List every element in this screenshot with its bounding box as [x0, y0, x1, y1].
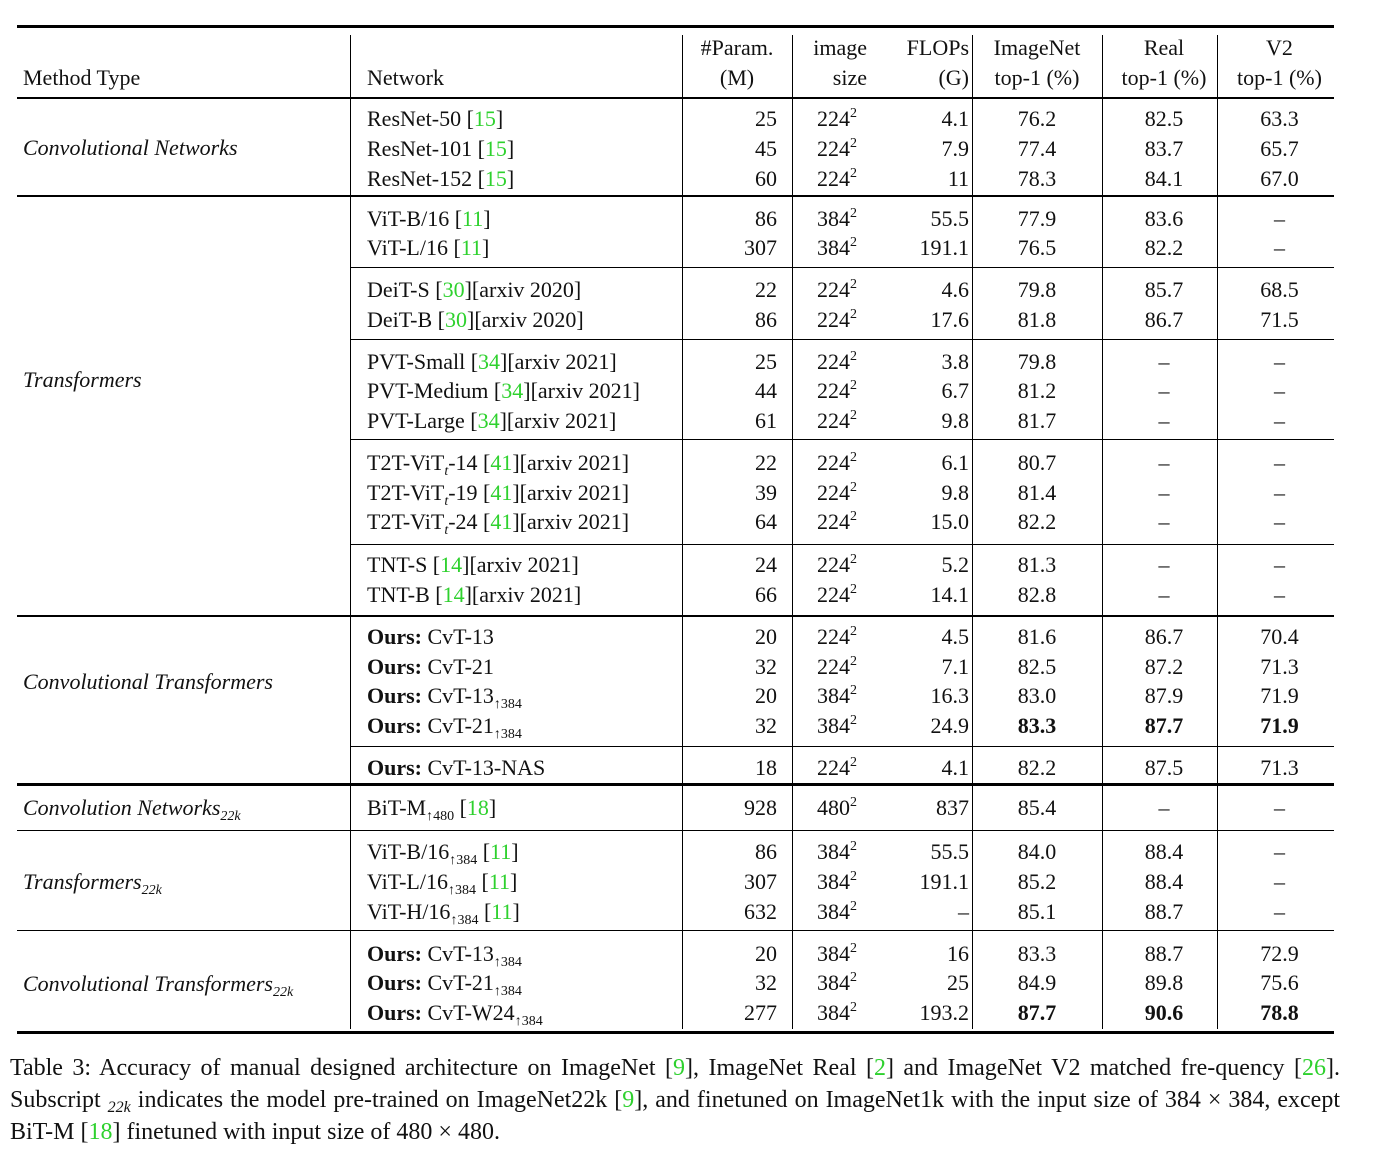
image-size-cell: $224^2$	[817, 136, 857, 161]
v2-top1-cell: –	[1274, 869, 1285, 894]
imagenet-top1-cell: 82.8	[1017, 582, 1057, 607]
real-top1-cell: –	[1158, 450, 1170, 475]
v2-top1-cell: –	[1274, 582, 1285, 607]
imagenet-top1-cell: 76.5	[1017, 235, 1057, 260]
v2-top1-cell: –	[1274, 839, 1285, 864]
group-label-convolution-networks-22k: Convolution Networks$_{22k}$	[23, 795, 241, 824]
network-name: ResNet-152 [15]	[367, 166, 515, 191]
image-size-cell: $224^2$	[817, 582, 857, 607]
citation-link[interactable]: 2	[873, 1055, 886, 1081]
group-label-convolutional-networks: Convolutional Networks	[23, 135, 238, 160]
image-size-cell: $384^2$	[817, 839, 857, 864]
imagenet-top1-cell: 83.3	[1017, 941, 1057, 966]
table-row	[17, 753, 1334, 783]
table-row	[17, 580, 1334, 610]
citation-link[interactable]: 30	[442, 277, 465, 302]
imagenet-top1-cell: 78.3	[1017, 166, 1057, 191]
network-name: T2T-ViT$_t$-24 [41][arxiv 2021]	[367, 509, 630, 538]
group-rule	[17, 615, 1334, 617]
params-cell: 61	[755, 408, 777, 433]
params-cell: 44	[755, 378, 777, 403]
params-cell: 928	[744, 795, 777, 820]
flops-cell: 55.5	[930, 206, 969, 231]
citation-link[interactable]: 11	[490, 839, 512, 864]
real-top1-cell: 90.6	[1144, 1000, 1184, 1025]
params-cell: 22	[755, 277, 777, 302]
group-label-transformers-22k: Transformers$_{22k}$	[23, 869, 162, 898]
imagenet-top1-cell: 80.7	[1017, 450, 1057, 475]
image-size-cell: $384^2$	[817, 713, 857, 738]
params-cell: 86	[755, 307, 777, 332]
real-top1-cell: –	[1158, 795, 1170, 820]
imagenet-top1-cell: 82.5	[1017, 654, 1057, 679]
v2-top1-cell: –	[1274, 408, 1285, 433]
citation-link[interactable]: 15	[484, 166, 507, 191]
citation-link[interactable]: 11	[460, 235, 482, 260]
v2-top1-cell: 68.5	[1260, 277, 1299, 302]
v2-top1-cell: –	[1274, 509, 1285, 534]
real-top1-cell: 83.6	[1144, 206, 1184, 231]
image-size-cell: $224^2$	[817, 408, 857, 433]
v2-top1-cell: –	[1274, 795, 1285, 820]
real-top1-cell: –	[1158, 509, 1170, 534]
network-name: DeiT-B [30][arxiv 2020]	[367, 307, 584, 332]
params-cell: 66	[755, 582, 777, 607]
params-cell: 64	[755, 509, 777, 534]
flops-cell: 9.8	[941, 408, 969, 433]
group-rule	[17, 930, 1334, 931]
group-rule	[17, 195, 1334, 197]
flops-cell: 4.6	[941, 277, 969, 302]
subgroup-rule	[350, 544, 1334, 545]
network-name: T2T-ViT$_t$-14 [41][arxiv 2021]	[367, 450, 630, 479]
network-name: ViT-$H/16_{↑384}$ [11]	[367, 899, 520, 928]
params-cell: 32	[755, 713, 777, 738]
real-top1-cell: –	[1158, 582, 1170, 607]
imagenet-top1-cell: 83.0	[1017, 683, 1057, 708]
network-name: ResNet-50 [15]	[367, 106, 504, 131]
network-name: PVT-Small [34][arxiv 2021]	[367, 349, 617, 374]
imagenet-top1-cell: 83.3	[1017, 713, 1057, 738]
flops-cell: 24.9	[930, 713, 969, 738]
real-top1-cell: 87.9	[1144, 683, 1184, 708]
params-cell: 18	[755, 755, 777, 780]
flops-cell: 6.7	[941, 378, 969, 403]
params-cell: 20	[755, 624, 777, 649]
params-cell: 277	[744, 1000, 777, 1025]
network-name: DeiT-S [30][arxiv 2020]	[367, 277, 582, 302]
params-cell: 39	[755, 480, 777, 505]
header-imagenet: ImageNet	[993, 35, 1081, 60]
params-cell: 45	[755, 136, 777, 161]
params-cell: 307	[744, 235, 777, 260]
network-name: TNT-S [14][arxiv 2021]	[367, 552, 579, 577]
imagenet-top1-cell: 76.2	[1017, 106, 1057, 131]
citation-link[interactable]: 11	[488, 869, 510, 894]
subgroup-rule	[350, 267, 1334, 268]
v2-top1-cell: –	[1274, 235, 1285, 260]
flops-cell: 11	[947, 166, 969, 191]
imagenet-top1-cell: 79.8	[1017, 349, 1057, 374]
imagenet-top1-cell: 81.4	[1017, 480, 1057, 505]
network-name: Ours: CvT-$13_{↑384}$	[367, 683, 522, 712]
v2-top1-cell: 71.3	[1260, 755, 1299, 780]
image-size-cell: $384^2$	[817, 869, 857, 894]
flops-cell: 837	[936, 795, 969, 820]
v2-top1-cell: 70.4	[1260, 624, 1299, 649]
citation-link[interactable]: 34	[478, 349, 501, 374]
header-params-unit: (M)	[719, 65, 755, 90]
v2-top1-cell: 67.0	[1260, 166, 1299, 191]
image-size-cell: $224^2$	[817, 106, 857, 131]
params-cell: 24	[755, 552, 777, 577]
real-top1-cell: 86.7	[1144, 307, 1184, 332]
real-top1-cell: 88.4	[1144, 869, 1184, 894]
v2-top1-cell: –	[1274, 899, 1285, 924]
table-row	[17, 134, 1334, 164]
table-row	[17, 448, 1334, 478]
v2-top1-cell: –	[1274, 349, 1285, 374]
citation-link[interactable]: 41	[490, 480, 513, 505]
table-row	[17, 347, 1334, 377]
table-row	[17, 998, 1334, 1028]
flops-cell: 15.0	[930, 509, 969, 534]
table-row	[17, 867, 1334, 897]
header-imagenet-top1: top-1 (%)	[994, 65, 1080, 90]
citation-link[interactable]: 18	[88, 1119, 113, 1145]
table-row	[17, 897, 1334, 927]
v2-top1-cell: 71.5	[1260, 307, 1299, 332]
v2-top1-cell: 78.8	[1260, 1000, 1299, 1025]
top-rule	[17, 25, 1334, 28]
table-row	[17, 968, 1334, 998]
flops-cell: 9.8	[941, 480, 969, 505]
flops-cell: 6.1	[941, 450, 969, 475]
citation-link[interactable]: 34	[501, 378, 524, 403]
section-rule	[17, 783, 1334, 786]
flops-cell: –	[958, 899, 969, 924]
real-top1-cell: –	[1158, 552, 1170, 577]
image-size-cell: $384^2$	[817, 235, 857, 260]
params-cell: 60	[755, 166, 777, 191]
table-row	[17, 652, 1334, 682]
network-name: Ours: CvT-13-NAS	[367, 755, 546, 780]
imagenet-top1-cell: 81.3	[1017, 552, 1057, 577]
flops-cell: 191.1	[919, 869, 969, 894]
table-row	[17, 376, 1334, 406]
real-top1-cell: 87.7	[1144, 713, 1184, 738]
flops-cell: 4.1	[941, 755, 969, 780]
group-rule	[17, 830, 1334, 831]
real-top1-cell: 88.7	[1144, 899, 1184, 924]
image-size-cell: $480^2$	[817, 795, 857, 820]
v2-top1-cell: 71.9	[1260, 713, 1299, 738]
v2-top1-cell: –	[1274, 378, 1285, 403]
table-row	[17, 233, 1334, 263]
table-row	[17, 406, 1334, 436]
header-real: Real	[1143, 35, 1185, 60]
header-real-top1: top-1 (%)	[1121, 65, 1207, 90]
params-cell: 86	[755, 206, 777, 231]
network-name: ViT-L/16 [11]	[367, 235, 490, 260]
flops-cell: 17.6	[930, 307, 969, 332]
imagenet-top1-cell: 85.4	[1017, 795, 1057, 820]
image-size-cell: $224^2$	[817, 166, 857, 191]
real-top1-cell: 86.7	[1144, 624, 1184, 649]
flops-cell: 193.2	[919, 1000, 969, 1025]
params-cell: 86	[755, 839, 777, 864]
network-name: T2T-ViT$_t$-19 [41][arxiv 2021]	[367, 480, 630, 509]
params-cell: 32	[755, 654, 777, 679]
table-row	[17, 550, 1334, 580]
real-top1-cell: 82.5	[1144, 106, 1184, 131]
v2-top1-cell: –	[1274, 552, 1285, 577]
params-cell: 25	[755, 349, 777, 374]
table-row	[17, 478, 1334, 508]
header-network: Network	[367, 65, 444, 90]
real-top1-cell: 88.7	[1144, 941, 1184, 966]
table-row	[17, 305, 1334, 335]
network-name: Ours: CvT-21	[367, 654, 494, 679]
table-row	[17, 507, 1334, 537]
flops-cell: 16.3	[930, 683, 969, 708]
table-row	[17, 793, 1334, 823]
params-cell: 20	[755, 941, 777, 966]
params-cell: 20	[755, 683, 777, 708]
citation-link[interactable]: 18	[466, 795, 489, 820]
image-size-cell: $224^2$	[817, 349, 857, 374]
citation-link[interactable]: 41	[490, 509, 513, 534]
v2-top1-cell: 71.3	[1260, 654, 1299, 679]
header-size: size	[832, 65, 867, 90]
table-row	[17, 164, 1334, 194]
imagenet-top1-cell: 79.8	[1017, 277, 1057, 302]
image-size-cell: $384^2$	[817, 206, 857, 231]
network-name: PVT-Large [34][arxiv 2021]	[367, 408, 617, 433]
table-row	[17, 104, 1334, 134]
header-v2-top1: top-1 (%)	[1237, 65, 1322, 90]
header-v2: V2	[1266, 35, 1293, 60]
imagenet-top1-cell: 87.7	[1017, 1000, 1057, 1025]
citation-link[interactable]: 14	[440, 552, 463, 577]
network-name: ViT-B/16 [11]	[367, 206, 491, 231]
params-cell: 307	[744, 869, 777, 894]
v2-top1-cell: 71.9	[1260, 683, 1299, 708]
citation-link[interactable]: 34	[477, 408, 500, 433]
subgroup-rule	[350, 439, 1334, 440]
image-size-cell: $384^2$	[817, 941, 857, 966]
table-row	[17, 939, 1334, 969]
flops-cell: 16	[947, 941, 969, 966]
flops-cell: 4.5	[941, 624, 969, 649]
table-row	[17, 681, 1334, 711]
v2-top1-cell: 72.9	[1260, 941, 1299, 966]
network-name: Ours: CvT-$21_{↑384}$	[367, 970, 522, 999]
v2-top1-cell: 63.3	[1260, 106, 1299, 131]
citation-link[interactable]: 11	[462, 206, 484, 231]
v2-top1-cell: –	[1274, 450, 1285, 475]
header-flops-unit: (G)	[938, 65, 969, 90]
network-name: Ours: CvT-$21_{↑384}$	[367, 713, 522, 742]
header-image: image	[813, 35, 867, 60]
image-size-cell: $224^2$	[817, 552, 857, 577]
real-top1-cell: –	[1158, 349, 1170, 374]
flops-cell: 7.9	[941, 136, 969, 161]
params-cell: 25	[755, 106, 777, 131]
citation-link[interactable]: 14	[442, 582, 465, 607]
image-size-cell: $224^2$	[817, 755, 857, 780]
header-rule	[17, 97, 1334, 99]
v2-top1-cell: 65.7	[1260, 136, 1299, 161]
network-name: ViT-$L/16_{↑384}$ [11]	[367, 869, 518, 898]
bottom-rule	[17, 1031, 1334, 1034]
group-label-convolutional-transformers: Convolutional Transformers	[23, 669, 273, 694]
network-name: Ours: CvT-$W24_{↑384}$	[367, 1000, 543, 1029]
flops-cell: 25	[947, 970, 969, 995]
group-label-convolutional-transformers-22k: Convolutional Transformers$_{22k}$	[23, 971, 294, 1000]
table-row	[17, 622, 1334, 652]
params-cell: 632	[744, 899, 777, 924]
imagenet-top1-cell: 77.4	[1017, 136, 1057, 161]
image-size-cell: $224^2$	[817, 480, 857, 505]
citation-link[interactable]: 15	[473, 106, 496, 131]
image-size-cell: $224^2$	[817, 450, 857, 475]
image-size-cell: $224^2$	[817, 277, 857, 302]
network-name: ResNet-101 [15]	[367, 136, 515, 161]
image-size-cell: $224^2$	[817, 654, 857, 679]
image-size-cell: $224^2$	[817, 624, 857, 649]
subgroup-rule	[350, 746, 1334, 747]
citation-link[interactable]: 11	[491, 899, 513, 924]
image-size-cell: $384^2$	[817, 1000, 857, 1025]
real-top1-cell: 85.7	[1144, 277, 1184, 302]
imagenet-top1-cell: 81.7	[1017, 408, 1057, 433]
real-top1-cell: 84.1	[1144, 166, 1184, 191]
imagenet-top1-cell: 84.9	[1017, 970, 1057, 995]
citation-link[interactable]: 41	[490, 450, 513, 475]
header-method-type: Method Type	[23, 65, 141, 90]
flops-cell: 14.1	[930, 582, 969, 607]
params-cell: 32	[755, 970, 777, 995]
imagenet-top1-cell: 82.2	[1017, 755, 1057, 780]
imagenet-top1-cell: 84.0	[1017, 839, 1057, 864]
citation-link[interactable]: 26	[1302, 1055, 1326, 1081]
v2-top1-cell: 75.6	[1260, 970, 1299, 995]
flops-cell: 55.5	[930, 839, 969, 864]
real-top1-cell: 88.4	[1144, 839, 1184, 864]
table-row	[17, 837, 1334, 867]
imagenet-top1-cell: 85.2	[1017, 869, 1057, 894]
params-cell: 22	[755, 450, 777, 475]
real-top1-cell: 89.8	[1144, 970, 1184, 995]
citation-link[interactable]: 9	[622, 1087, 635, 1113]
flops-cell: 4.1	[941, 106, 969, 131]
network-name: BiT-$M_{↑480}$ [18]	[367, 795, 497, 824]
header-flops: FLOPs	[906, 35, 969, 60]
image-size-cell: $224^2$	[817, 307, 857, 332]
flops-cell: 3.8	[941, 349, 969, 374]
imagenet-top1-cell: 81.8	[1017, 307, 1057, 332]
imagenet-top1-cell: 81.2	[1017, 378, 1057, 403]
imagenet-top1-cell: 85.1	[1017, 899, 1057, 924]
network-name: ViT-$B/16_{↑384}$ [11]	[367, 839, 519, 868]
table-caption: Table 3: Accuracy of manual designed architecture on ImageNet [9], ImageNet Real [2] and ImageNet V2 matched fre-quency [26]. Subscript $_{22k}$ indicates the model pre-trained on ImageNet22k [9], and finetuned on ImageNet1k with the input size of 384 × 384, except BiT-M [18] finetuned with input size of 480 × 480.	[10, 1055, 1340, 1145]
table-row	[17, 275, 1334, 305]
citation-link[interactable]: 15	[484, 136, 507, 161]
flops-cell: 7.1	[941, 654, 969, 679]
subgroup-rule	[350, 339, 1334, 340]
imagenet-top1-cell: 77.9	[1017, 206, 1057, 231]
flops-cell: 5.2	[941, 552, 969, 577]
real-top1-cell: –	[1158, 408, 1170, 433]
imagenet-top1-cell: 82.2	[1017, 509, 1057, 534]
table-row	[17, 204, 1334, 234]
image-size-cell: $384^2$	[817, 683, 857, 708]
real-top1-cell: 87.5	[1144, 755, 1184, 780]
network-name: PVT-Medium [34][arxiv 2021]	[367, 378, 640, 403]
header-params: #Param.	[700, 35, 774, 60]
real-top1-cell: 82.2	[1144, 235, 1184, 260]
network-name: Ours: CvT-$13_{↑384}$	[367, 941, 522, 970]
flops-cell: 191.1	[919, 235, 969, 260]
network-name: Ours: CvT-13	[367, 624, 494, 649]
group-label-transformers: Transformers	[23, 367, 142, 392]
citation-link[interactable]: 9	[673, 1055, 686, 1081]
real-top1-cell: 87.2	[1144, 654, 1184, 679]
real-top1-cell: –	[1158, 480, 1170, 505]
v2-top1-cell: –	[1274, 206, 1285, 231]
v2-top1-cell: –	[1274, 480, 1285, 505]
imagenet-top1-cell: 81.6	[1017, 624, 1057, 649]
citation-link[interactable]: 30	[445, 307, 468, 332]
real-top1-cell: 83.7	[1144, 136, 1184, 161]
image-size-cell: $224^2$	[817, 509, 857, 534]
network-name: TNT-B [14][arxiv 2021]	[367, 582, 582, 607]
table-row	[17, 711, 1334, 741]
image-size-cell: $384^2$	[817, 899, 857, 924]
image-size-cell: $224^2$	[817, 378, 857, 403]
real-top1-cell: –	[1158, 378, 1170, 403]
image-size-cell: $384^2$	[817, 970, 857, 995]
